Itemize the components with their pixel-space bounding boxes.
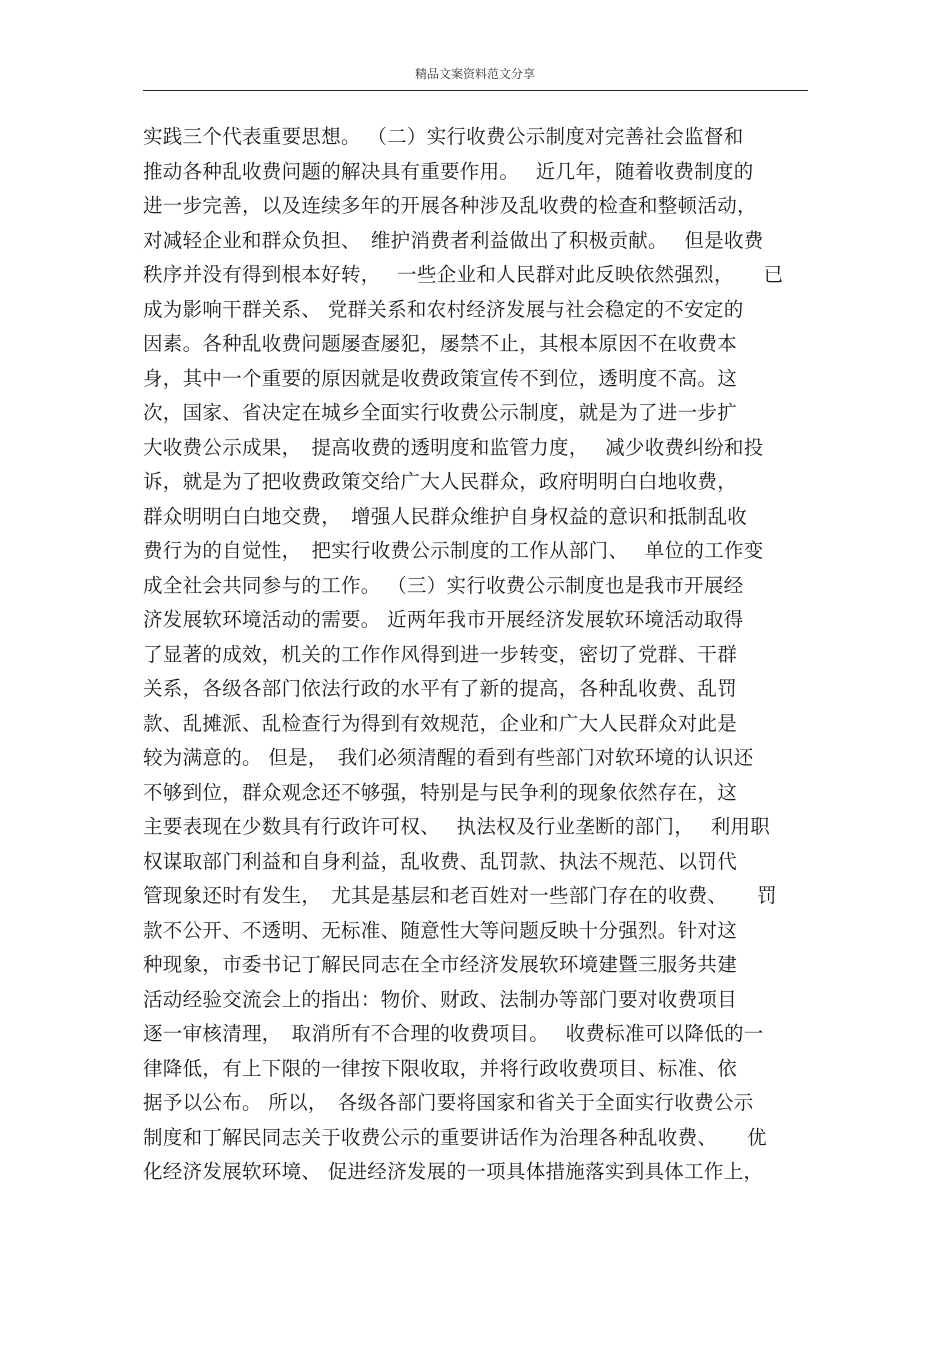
body-line: 大收费公示成果， 提高收费的透明度和监管力度， 减少收费纠纷和投 xyxy=(143,435,764,459)
body-line: 管现象还时有发生， 尤其是基层和老百姓对一些部门存在的收费、 罚 xyxy=(143,884,777,907)
body-line: 推动各种乱收费问题的解决具有重要作用。 近几年，随着收费制度的 xyxy=(143,159,754,183)
body-line: 济发展软环境活动的需要。 近两年我市开展经济发展软环境活动取得 xyxy=(143,608,744,631)
body-line: 较为满意的。 但是， 我们必须清醒的看到有些部门对软环境的认识还 xyxy=(143,746,754,769)
body-line: 逐一审核清理， 取消所有不合理的收费项目。 收费标准可以降低的一 xyxy=(143,1022,764,1045)
body-line: 群众明明白白地交费， 增强人民群众维护自身权益的意识和抵制乱收 xyxy=(143,504,748,528)
body-line: 成为影响干群关系、 党群关系和农村经济发展与社会稳定的不安定的 xyxy=(143,297,744,321)
body-line: 种现象，市委书记丁解民同志在全市经济发展软环境建暨三服务共建 xyxy=(143,953,738,976)
body-line: 据予以公布。 所以， 各级各部门要将国家和省关于全面实行收费公示 xyxy=(143,1091,754,1114)
document-body xyxy=(143,120,823,1190)
header-divider xyxy=(143,90,808,91)
body-line: 实践三个代表重要思想。 （二）实行收费公示制度对完善社会监督和 xyxy=(143,125,744,148)
body-line: 了显著的成效，机关的工作作风得到进一步转变，密切了党群、干群 xyxy=(143,642,738,666)
body-line: 身，其中一个重要的原因就是收费政策宣传不到位，透明度不高。这 xyxy=(143,366,738,390)
body-line: 次，国家、省决定在城乡全面实行收费公示制度，就是为了进一步扩 xyxy=(143,401,738,424)
page-header: 精品文案资料范文分享 xyxy=(414,67,535,81)
body-line: 关系，各级各部门依法行政的水平有了新的提高，各种乱收费、乱罚 xyxy=(143,677,738,700)
body-line: 诉，就是为了把收费政策交给广大人民群众，政府明明白白地收费， xyxy=(143,470,738,493)
body-line: 活动经验交流会上的指出：物价、财政、法制办等部门要对收费项目 xyxy=(143,987,738,1011)
body-line: 律降低，有上下限的一律按下限收取，并将行政收费项目、标准、依 xyxy=(143,1056,738,1080)
body-line: 秩序并没有得到根本好转， 一些企业和人民群对此反映依然强烈， 已 xyxy=(143,263,784,286)
body-line: 主要表现在少数具有行政许可权、 执法权及行业垄断的部门， 利用职 xyxy=(143,815,771,838)
body-line: 不够到位，群众观念还不够强，特别是与民争利的现象依然存在，这 xyxy=(143,780,738,804)
body-line: 对减轻企业和群众负担、 维护消费者利益做出了积极贡献。 但是收费 xyxy=(143,228,764,252)
body-line: 成全社会共同参与的工作。 （三）实行收费公示制度也是我市开展经 xyxy=(143,573,744,597)
body-line: 化经济发展软环境、 促进经济发展的一项具体措施落实到具体工作上， xyxy=(143,1160,764,1183)
body-line: 制度和丁解民同志关于收费公示的重要讲话作为治理各种乱收费、 优 xyxy=(143,1125,767,1149)
body-line: 费行为的自觉性， 把实行收费公示制度的工作从部门、 单位的工作变 xyxy=(143,539,764,562)
body-line: 因素。各种乱收费问题屡查屡犯，屡禁不止，其根本原因不在收费本 xyxy=(143,332,738,355)
body-line: 进一步完善，以及连续多年的开展各种涉及乱收费的检查和整顿活动， xyxy=(143,194,757,217)
body-line: 权谋取部门利益和自身利益，乱收费、乱罚款、执法不规范、以罚代 xyxy=(143,849,738,873)
body-line: 款、乱摊派、乱检查行为得到有效规范，企业和广大人民群众对此是 xyxy=(143,711,738,735)
body-line: 款不公开、不透明、无标准、随意性大等问题反映十分强烈。针对这 xyxy=(143,918,738,942)
